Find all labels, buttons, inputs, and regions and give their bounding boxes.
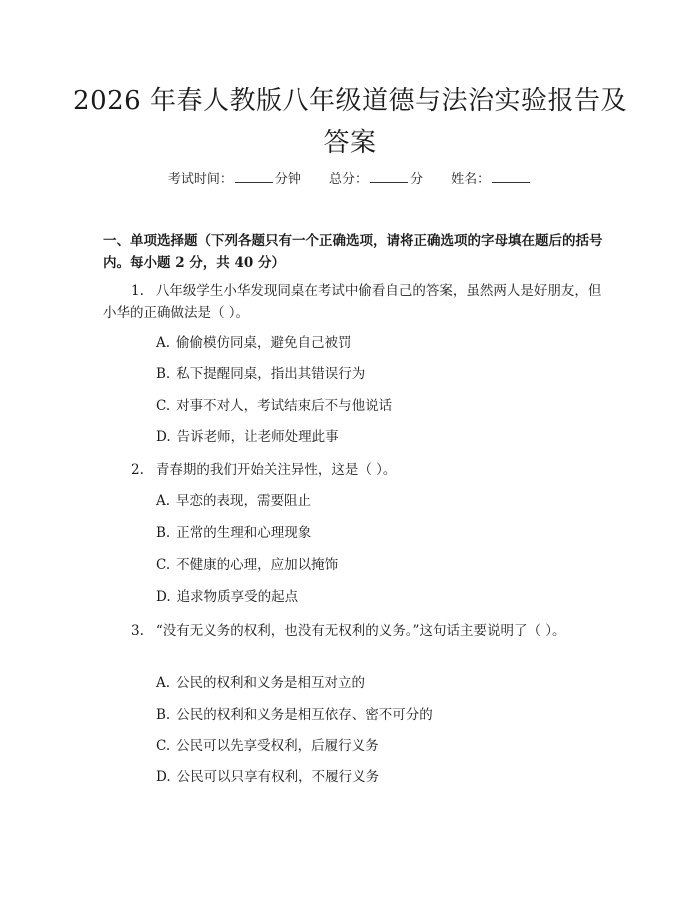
option-text: 偷偷模仿同桌，避免自己被罚 <box>176 335 352 351</box>
exam-time-blank <box>235 168 273 183</box>
question-1-option-b <box>156 364 365 384</box>
option-text: 公民可以先享受权利，后履行义务 <box>176 738 379 754</box>
option-letter: B. <box>156 366 171 382</box>
option-letter: A. <box>156 335 171 351</box>
option-text: 对事不对人，考试结束后不与他说话 <box>176 398 393 414</box>
option-text: 告诉老师，让老师处理此事 <box>176 429 339 445</box>
exam-time-label: 考试时间： <box>167 172 233 187</box>
option-text: 不健康的心理，应加以掩饰 <box>176 557 339 573</box>
option-letter: C. <box>156 738 171 754</box>
option-letter: A. <box>156 493 171 509</box>
exam-time-field <box>168 172 305 187</box>
question-3-text: “没有无义务的权利，也没有无权利的义务。”这句话主要说明了（ ）。 <box>155 623 566 639</box>
exam-time-unit: 分钟 <box>274 172 301 187</box>
total-score-blank <box>370 168 408 183</box>
question-3-number: 3. <box>131 623 144 639</box>
option-letter: C. <box>156 398 171 414</box>
question-2-text: 青春期的我们开始关注异性，这是（ ）。 <box>155 462 397 478</box>
question-2-number: 2. <box>131 462 144 478</box>
option-letter: D. <box>156 589 171 605</box>
question-3-option-d <box>156 767 379 787</box>
option-letter: A. <box>156 675 171 691</box>
option-letter: B. <box>156 707 171 723</box>
total-score-unit: 分 <box>410 172 424 187</box>
question-1-option-a <box>156 333 352 353</box>
option-letter: D. <box>156 429 171 445</box>
question-1-number: 1. <box>131 283 144 299</box>
document-title: 2026 年春人教版八年级道德与法治实验报告及答案 <box>73 86 627 158</box>
question-2-option-c <box>156 555 338 575</box>
option-text: 追求物质享受的起点 <box>176 589 299 605</box>
option-text: 公民的权利和义务是相互对立的 <box>176 675 366 691</box>
question-3 <box>103 620 603 642</box>
total-score-field <box>329 172 427 187</box>
question-2 <box>103 459 603 481</box>
question-2-option-b <box>156 523 311 543</box>
question-3-option-c <box>156 736 379 756</box>
total-score-label: 总分： <box>328 172 368 187</box>
option-letter: D. <box>156 769 171 785</box>
question-1-option-c <box>156 396 392 416</box>
option-text: 私下提醒同桌，指出其错误行为 <box>176 366 366 382</box>
option-text: 早恋的表现，需要阻止 <box>176 493 312 509</box>
option-text: 公民的权利和义务是相互依存、密不可分的 <box>176 707 433 723</box>
question-2-option-d <box>156 587 298 607</box>
question-1-text: 八年级学生小华发现同桌在考试中偷看自己的答案，虽然两人是好朋友，但小华的正确做法是（ ）。 <box>103 283 602 321</box>
name-field <box>451 172 532 187</box>
name-blank <box>492 168 530 183</box>
option-text: 公民可以只享有权利，不履行义务 <box>176 769 380 785</box>
exam-meta-line <box>0 168 700 190</box>
question-3-option-b <box>156 705 433 725</box>
name-label: 姓名： <box>451 172 491 187</box>
option-text: 正常的生理和心理现象 <box>176 525 312 541</box>
question-1-option-d <box>156 427 339 447</box>
question-1 <box>103 280 603 324</box>
section-heading: 一、单项选择题（下列各题只有一个正确选项，请将正确选项的字母填在题后的括号内。每小题 2 分，共 40 分） <box>103 233 603 271</box>
question-3-option-a <box>156 673 365 693</box>
question-2-option-a <box>156 491 311 511</box>
option-letter: C. <box>156 557 171 573</box>
option-letter: B. <box>156 525 171 541</box>
